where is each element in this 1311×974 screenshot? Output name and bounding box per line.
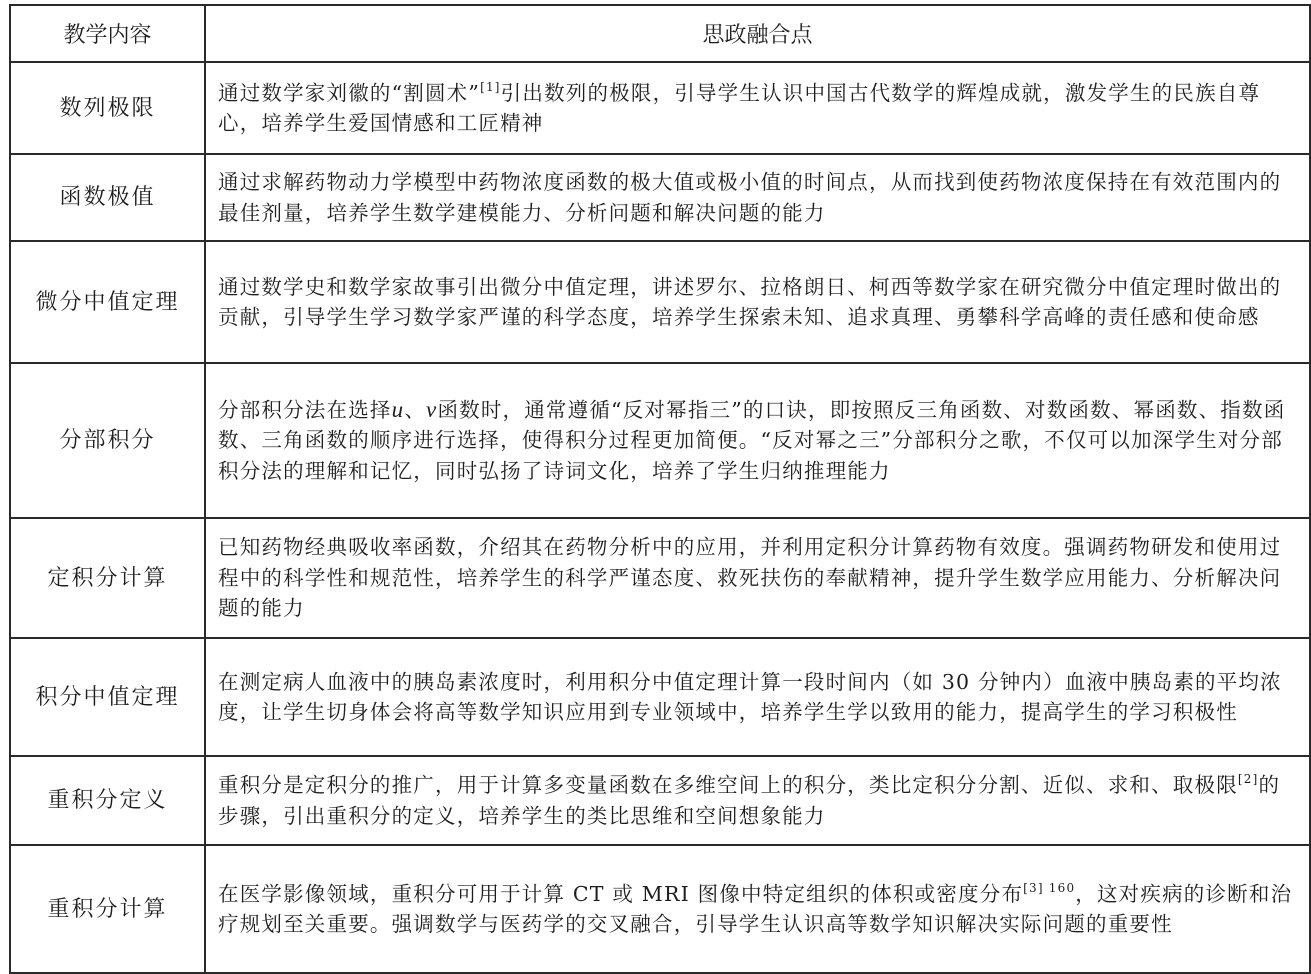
content-cell <box>205 241 1310 363</box>
header-row <box>10 5 1310 62</box>
topic-cell: 积分中值定理 <box>10 638 205 756</box>
table-row <box>10 845 1310 973</box>
content-text: 引出数列的极限，引导学生认识中国古代数学的辉煌成就，激发学生的民族自尊心，培养学生爱国情感和工匠精神 <box>218 80 1261 135</box>
table-wrapper <box>9 4 1309 974</box>
topic-cell: 分部积分 <box>10 363 205 518</box>
citation-ref: [1] <box>480 79 501 94</box>
topic-cell: 重积分定义 <box>10 756 205 845</box>
header-ideological-point: 思政融合点 <box>205 5 1310 62</box>
math-variable-u: u <box>391 396 405 422</box>
topic-cell: 重积分计算 <box>10 845 205 973</box>
content-text: 在测定病人血液中的胰岛素浓度时，利用积分中值定理计算一段时间内（如 30 分钟内）血液中胰岛素的平均浓度，让学生切身体会将高等数学知识应用到专业领域中，培养学生学以致用的能力，提高学生的学习积极性 <box>218 669 1282 724</box>
content-text: 、 <box>404 397 427 422</box>
content-cell <box>205 62 1310 154</box>
citation-ref: [2] <box>1237 772 1259 786</box>
topic-cell: 数列极限 <box>10 62 205 154</box>
content-text: 重积分是定积分的推广，用于计算多变量函数在多维空间上的积分，类比定积分分割、近似、求和、取极限 <box>218 773 1238 797</box>
table-row <box>10 154 1310 241</box>
content-text: 通过数学家刘徽的“割圆术” <box>218 80 481 105</box>
content-text: 在医学影像领域，重积分可用于计算 CT 或 MRI 图像中特定组织的体积或密度分布 <box>218 881 1024 906</box>
content-cell <box>205 845 1310 973</box>
table-row <box>10 363 1310 518</box>
table-row <box>10 756 1310 845</box>
header-teaching-content: 教学内容 <box>10 5 205 62</box>
table-row <box>10 62 1310 154</box>
content-cell <box>205 154 1310 241</box>
topic-cell: 微分中值定理 <box>10 241 205 363</box>
content-text: 已知药物经典吸收率函数，介绍其在药物分析中的应用，并利用定积分计算药物有效度。强调药物研发和使用过程中的科学性和规范性，培养学生的科学严谨态度、救死扶伤的奉献精神，提升学生数学应用能力、分析解决问题的能力 <box>218 535 1282 621</box>
content-cell <box>205 756 1310 845</box>
table-row <box>10 241 1310 363</box>
content-text: 函数时，通常遵循“反对幂指三”的口诀，即按照反三角函数、对数函数、幂函数、指数函数、三角函数的顺序进行选择，使得积分过程更加简便。“反对幂之三”分部积分之歌，不仅可以加深学生对分部积分法的理解和记忆，同时弘扬了诗词文化，培养了学生归纳推理能力 <box>218 397 1286 483</box>
content-text: 通过数学史和数学家故事引出微分中值定理，讲述罗尔、拉格朗日、柯西等数学家在研究微分中值定理时做出的贡献，引导学生学习数学家严谨的科学态度，培养学生探索未知、追求真理、勇攀科学高峰的责任感和使命感 <box>218 274 1282 329</box>
citation-ref: [3] 160 <box>1023 880 1076 895</box>
content-text: ，这对疾病的诊断和治疗规划至关重要。强调数学与医药学的交叉融合，引导学生认识高等数学知识解决实际问题的重要性 <box>218 881 1293 936</box>
content-text: 的步骤，引出重积分的定义，培养学生的类比思维和空间想象能力 <box>218 773 1281 828</box>
content-cell <box>205 638 1310 756</box>
content-cell <box>205 363 1310 518</box>
content-text: 通过求解药物动力学模型中药物浓度函数的极大值或极小值的时间点，从而找到使药物浓度保持在有效范围内的最佳剂量，培养学生数学建模能力、分析问题和解决问题的能力 <box>218 170 1282 225</box>
table-row <box>10 638 1310 756</box>
content-text: 分部积分法在选择 <box>218 397 392 422</box>
table-row <box>10 518 1310 638</box>
topic-cell: 函数极值 <box>10 154 205 241</box>
topic-cell: 定积分计算 <box>10 518 205 638</box>
content-cell <box>205 518 1310 638</box>
math-variable-v: v <box>426 396 438 422</box>
curriculum-table <box>9 4 1311 974</box>
